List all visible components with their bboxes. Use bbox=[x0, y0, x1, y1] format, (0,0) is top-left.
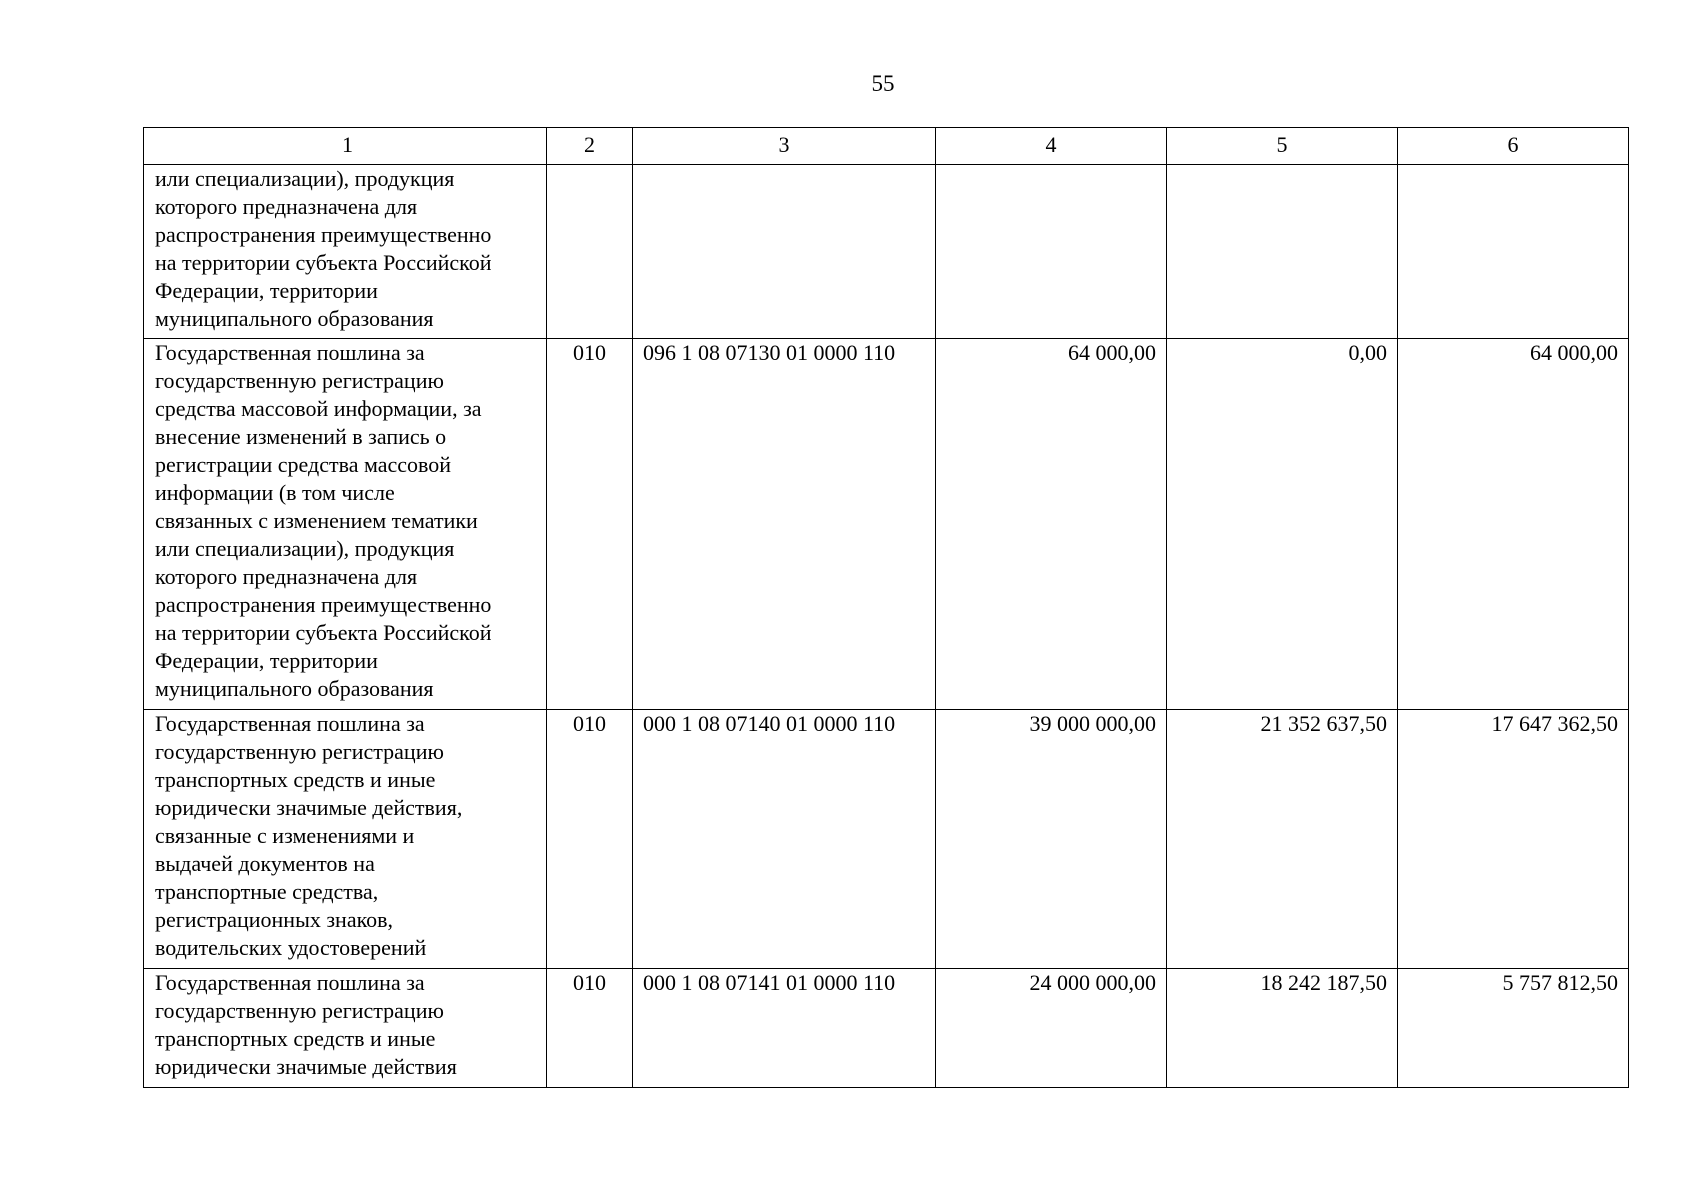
code-cell bbox=[547, 165, 633, 339]
table-row bbox=[144, 165, 1629, 339]
income-name-cell: Государственная пошлина за государственную регистрацию средства массовой информации, за внесение изменений в запись о регистрации средства массовой информации (в том числе связанных с изменением тематики или специализации), продукция которого предназначена для распространения преимущественно на территории субъекта Российской Федерации, территории муниципального образования bbox=[144, 339, 547, 710]
remaining-amount-cell bbox=[1398, 165, 1629, 339]
remaining-amount-cell: 64 000,00 bbox=[1398, 339, 1629, 710]
approved-amount-cell: 24 000 000,00 bbox=[936, 969, 1167, 1088]
code-cell: 010 bbox=[547, 710, 633, 969]
table-row bbox=[144, 710, 1629, 969]
executed-amount-cell: 21 352 637,50 bbox=[1167, 710, 1398, 969]
page-number: 55 bbox=[871, 71, 895, 96]
budget-table bbox=[143, 127, 1629, 1088]
column-header-2: 2 bbox=[547, 128, 633, 165]
income-name-cell: или специализации), продукция которого предназначена для распространения преимущественно на территории субъекта Российской Федерации, территории муниципального образования bbox=[144, 165, 547, 339]
column-header-5: 5 bbox=[1167, 128, 1398, 165]
table-row bbox=[144, 339, 1629, 710]
executed-amount-cell: 0,00 bbox=[1167, 339, 1398, 710]
executed-amount-cell bbox=[1167, 165, 1398, 339]
code-cell: 010 bbox=[547, 339, 633, 710]
income-name-cell: Государственная пошлина за государственную регистрацию транспортных средств и иные юридически значимые действия, связанные с изменениями и выдачей документов на транспортные средства, регистрационных знаков, водительских удостоверений bbox=[144, 710, 547, 969]
column-header-1: 1 bbox=[144, 128, 547, 165]
approved-amount-cell: 39 000 000,00 bbox=[936, 710, 1167, 969]
kbk-cell: 096 1 08 07130 01 0000 110 bbox=[633, 339, 936, 710]
kbk-cell bbox=[633, 165, 936, 339]
approved-amount-cell: 64 000,00 bbox=[936, 339, 1167, 710]
column-header-6: 6 bbox=[1398, 128, 1629, 165]
remaining-amount-cell: 17 647 362,50 bbox=[1398, 710, 1629, 969]
executed-amount-cell: 18 242 187,50 bbox=[1167, 969, 1398, 1088]
approved-amount-cell bbox=[936, 165, 1167, 339]
kbk-cell: 000 1 08 07140 01 0000 110 bbox=[633, 710, 936, 969]
income-name-cell: Государственная пошлина за государственную регистрацию транспортных средств и иные юридически значимые действия bbox=[144, 969, 547, 1088]
code-cell: 010 bbox=[547, 969, 633, 1088]
column-header-4: 4 bbox=[936, 128, 1167, 165]
table-header-row bbox=[144, 128, 1629, 165]
column-header-3: 3 bbox=[633, 128, 936, 165]
table-row bbox=[144, 969, 1629, 1088]
remaining-amount-cell: 5 757 812,50 bbox=[1398, 969, 1629, 1088]
kbk-cell: 000 1 08 07141 01 0000 110 bbox=[633, 969, 936, 1088]
